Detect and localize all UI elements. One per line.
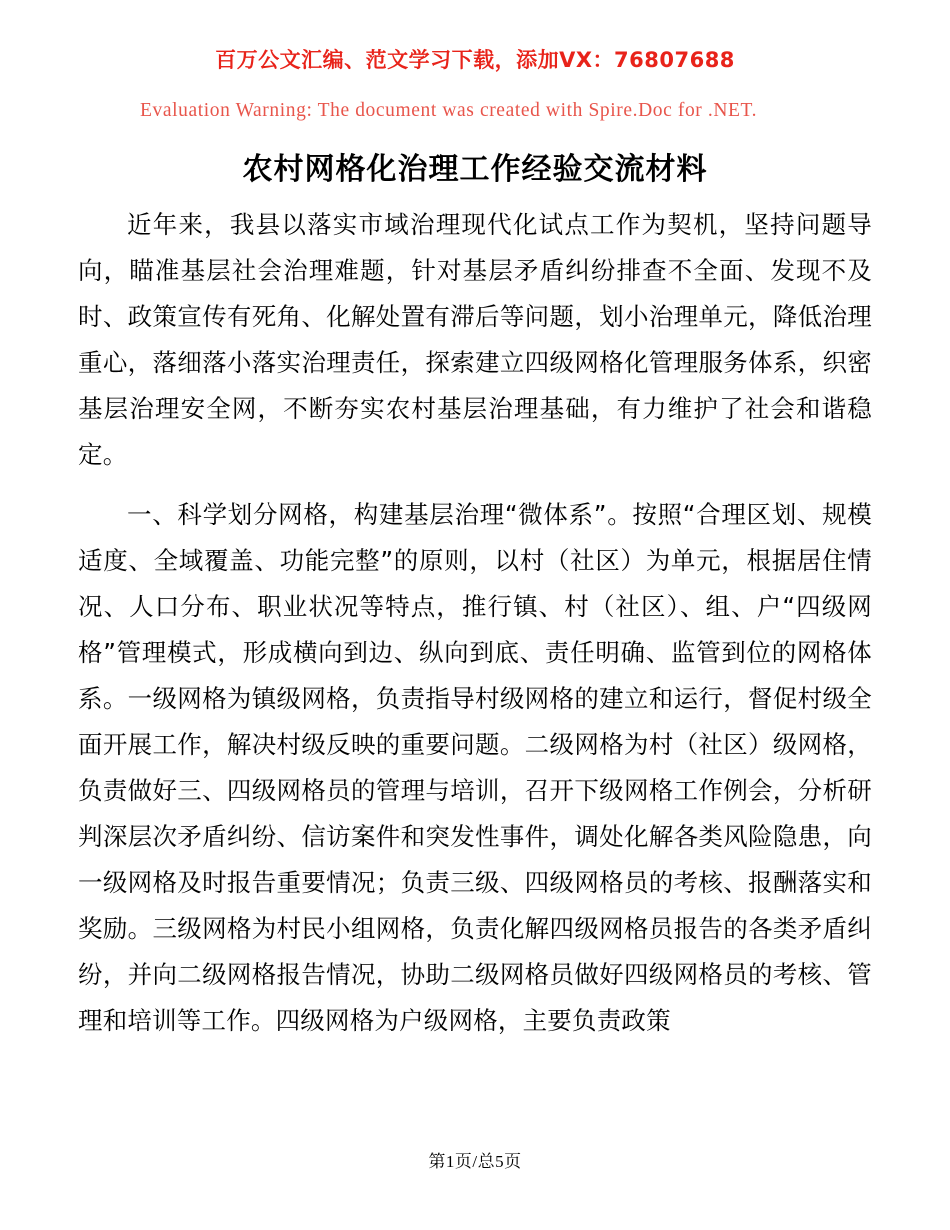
evaluation-warning: Evaluation Warning: The document was created with Spire.Doc for .NET. [140, 100, 758, 121]
page-title: 农村网格化治理工作经验交流材料 [242, 152, 708, 187]
paragraph-1: 近年来，我县以落实市域治理现代化试点工作为契机，坚持问题导向，瞄准基层社会治理难题，针对基层矛盾纠纷排查不全面、发现不及时、政策宣传有死角、化解处置有滞后等问题，划小治理单元，降低治理重心，落细落小落实治理责任，探索建立四级网格化管理服务体系，织密基层治理安全网，不断夯实农村基层治理基础，有力维护了社会和谐稳定。 [78, 210, 872, 469]
page-footer: 第1页/总5页 [428, 1152, 522, 1171]
promo-banner: 百万公文汇编、范文学习下载，添加VX：76807688 [215, 48, 735, 72]
paragraph-2: 一、科学划分网格，构建基层治理“微体系”。按照“合理区划、规模适度、全域覆盖、功能完整”的原则，以村（社区）为单元，根据居住情况、人口分布、职业状况等特点，推行镇、村（社区）、组、户“四级网格”管理模式，形成横向到边、纵向到底、责任明确、监管到位的网格体系。一级网格为镇级网格，负责指导村级网格的建立和运行，督促村级全面开展工作，解决村级反映的重要问题。二级网格为村（社区）级网格，负责做好三、四级网格员的管理与培训，召开下级网格工作例会，分析研判深层次矛盾纠纷、信访案件和突发性事件，调处化解各类风险隐患，向一级网格及时报告重要情况；负责三级、四级网格员的考核、报酬落实和奖励。三级网格为村民小组网格，负责化解四级网格员报告的各类矛盾纠纷，并向二级网格报告情况，协助二级网格员做好四级网格员的考核、管理和培训等工作。四级网格为户级网格，主要负责政策 [78, 500, 872, 1035]
